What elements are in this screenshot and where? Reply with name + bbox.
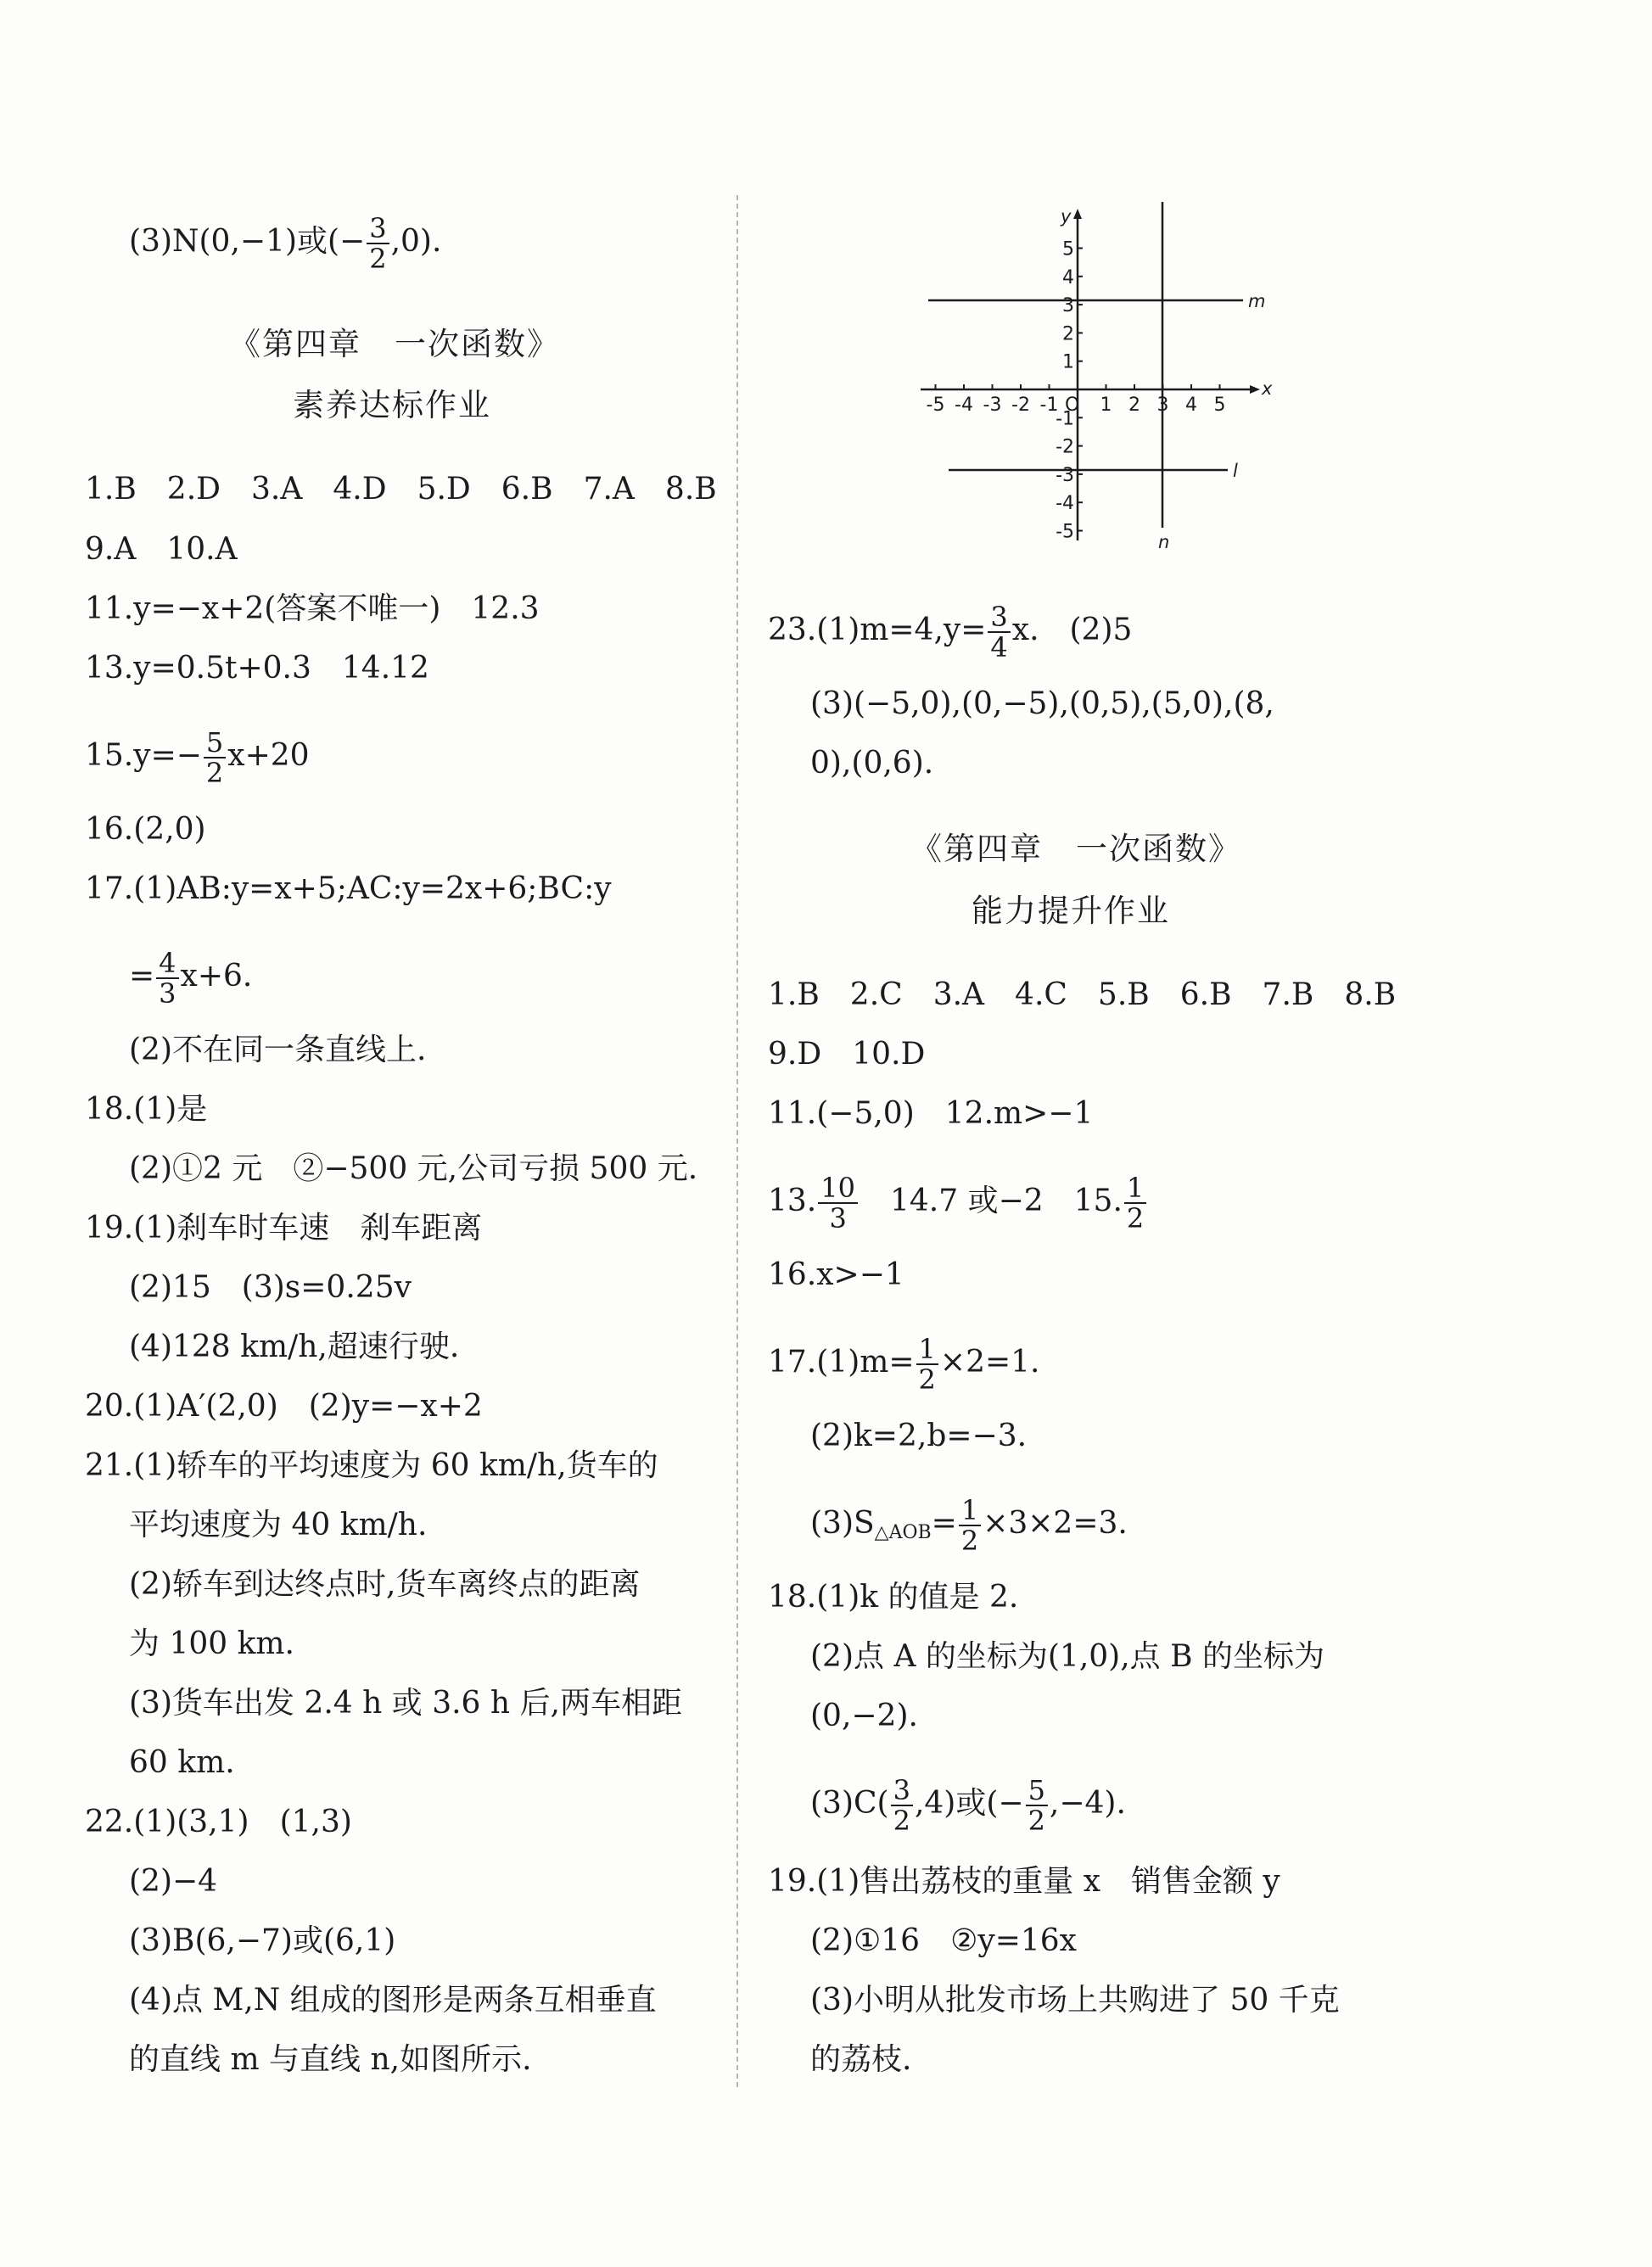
y-tick-label: 4 xyxy=(1062,266,1074,288)
coordinate-graph xyxy=(921,197,1285,562)
denominator: 2 xyxy=(916,1363,938,1394)
numerator: 1 xyxy=(960,1494,979,1526)
answer-line: 16.(2,0) xyxy=(85,812,206,847)
x-tick-label: -5 xyxy=(926,395,945,416)
answer-line xyxy=(129,949,252,1008)
answer-line: (2)点 A 的坐标为(1,0),点 B 的坐标为 xyxy=(810,1639,1325,1674)
answer-line xyxy=(768,1173,1148,1233)
y-tick-label: 3 xyxy=(1062,295,1074,317)
answer-line: 1.B 2.D 3.A 4.D 5.D 6.B 7.A 8.B xyxy=(85,472,717,507)
answer-line: 17.(1)AB:y=x+5;AC:y=2x+6;BC:y xyxy=(85,871,612,906)
x-tick-label: -2 xyxy=(1011,395,1030,416)
answer-line: 平均速度为 40 km/h. xyxy=(129,1508,428,1542)
denominator: 2 xyxy=(367,243,389,273)
numerator: 5 xyxy=(1028,1774,1045,1806)
x-tick-label: 4 xyxy=(1185,395,1197,416)
text: ×3×2=3. xyxy=(983,1506,1128,1541)
answer-line xyxy=(768,1335,1040,1394)
y-tick-label: -4 xyxy=(1056,493,1074,515)
denominator: 3 xyxy=(818,1202,858,1233)
numerator: 5 xyxy=(205,726,224,758)
numerator: 1 xyxy=(918,1333,936,1365)
answer-line: (3)(−5,0),(0,−5),(0,5),(5,0),(8, xyxy=(810,686,1274,721)
answer-line: (2)15 (3)s=0.25v xyxy=(129,1270,412,1305)
answer-line: 21.(1)轿车的平均速度为 60 km/h,货车的 xyxy=(85,1448,658,1483)
x-tick-label: 3 xyxy=(1156,395,1169,416)
text: (3)S xyxy=(810,1506,875,1541)
subscript: △AOB xyxy=(874,1522,932,1543)
section-title: 能力提升作业 xyxy=(972,893,1170,929)
x-tick-label: -3 xyxy=(983,395,1002,416)
denominator: 2 xyxy=(959,1525,981,1555)
text: 23.(1)m=4,y= xyxy=(768,613,987,647)
denominator: 3 xyxy=(156,977,178,1008)
text: (3)N(0,−1)或(− xyxy=(129,224,366,259)
answer-line: (2)轿车到达终点时,货车离终点的距离 xyxy=(129,1567,641,1602)
chapter-title: 《第四章 一次函数》 xyxy=(910,831,1241,867)
answer-line: 0),(0,6). xyxy=(810,746,934,781)
text: x. (2)5 xyxy=(1011,613,1133,647)
text: = xyxy=(129,959,155,994)
y-tick-label: -5 xyxy=(1056,521,1074,543)
answer-line: 22.(1)(3,1) (1,3) xyxy=(85,1805,352,1839)
answer-line: (3)货车出发 2.4 h 或 3.6 h 后,两车相距 xyxy=(129,1686,682,1721)
answer-line: 16.x>−1 xyxy=(768,1257,904,1292)
text: 17.(1)m= xyxy=(768,1345,915,1380)
y-tick-label: -3 xyxy=(1056,464,1074,486)
text: = xyxy=(931,1506,957,1541)
numerator: 1 xyxy=(1126,1172,1145,1204)
text: 13. xyxy=(768,1184,817,1218)
text: ,−4). xyxy=(1049,1786,1126,1821)
answer-line: 11.(−5,0) 12.m>−1 xyxy=(768,1096,1094,1131)
line-l-label: l xyxy=(1233,461,1238,481)
y-tick-label: -2 xyxy=(1056,436,1074,458)
fraction xyxy=(1026,1776,1048,1835)
x-tick-label: 2 xyxy=(1128,395,1140,416)
answer-line: (2)−4 xyxy=(129,1864,218,1899)
fraction xyxy=(367,214,389,273)
answer-line: 18.(1)是 xyxy=(85,1092,208,1127)
answer-line: (3)小明从批发市场上共购进了 50 千克 xyxy=(810,1983,1340,2018)
denominator: 2 xyxy=(891,1805,913,1835)
answer-line xyxy=(810,1776,1126,1835)
numerator: 10 xyxy=(820,1172,855,1204)
y-tick-label: 2 xyxy=(1062,323,1074,345)
numerator: 4 xyxy=(159,947,176,979)
numerator: 3 xyxy=(990,601,1008,633)
answer-line: 19.(1)售出荔枝的重量 x 销售金额 y xyxy=(768,1864,1280,1899)
x-tick-label: 1 xyxy=(1100,395,1112,416)
fraction xyxy=(156,949,178,1008)
y-tick-label: 1 xyxy=(1062,351,1074,373)
x-tick-label: -4 xyxy=(955,395,973,416)
answer-line: 19.(1)刹车时车速 刹车距离 xyxy=(85,1211,483,1245)
denominator: 2 xyxy=(1026,1805,1048,1835)
fraction xyxy=(818,1173,858,1233)
text: x+20 xyxy=(227,738,310,773)
numerator: 3 xyxy=(893,1774,910,1806)
text: 14.7 或−2 15. xyxy=(859,1184,1123,1218)
y-tick-labels xyxy=(1056,239,1074,543)
fraction xyxy=(916,1335,938,1394)
line-n-label: n xyxy=(1158,532,1170,552)
section-title: 素养达标作业 xyxy=(293,387,491,423)
answer-line: 13.y=0.5t+0.3 14.12 xyxy=(85,651,429,686)
answer-line: 为 100 km. xyxy=(129,1626,294,1661)
chapter-title: 《第四章 一次函数》 xyxy=(229,326,560,362)
answer-line: 1.B 2.C 3.A 4.C 5.B 6.B 7.B 8.B xyxy=(768,977,1397,1012)
answer-line: 11.y=−x+2(答案不唯一) 12.3 xyxy=(85,591,540,626)
answer-line: 9.D 10.D xyxy=(768,1037,926,1072)
answer-line: 的荔枝. xyxy=(810,2042,912,2077)
answer-line: 的直线 m 与直线 n,如图所示. xyxy=(129,2042,532,2077)
answer-line: 9.A 10.A xyxy=(85,532,238,567)
x-axis-label: x xyxy=(1262,378,1273,399)
y-tick-label: -1 xyxy=(1056,408,1074,430)
line-m-label: m xyxy=(1248,291,1266,311)
fraction xyxy=(891,1776,913,1835)
text: ,4)或(− xyxy=(914,1786,1024,1821)
y-axis-label: y xyxy=(1061,206,1072,227)
x-tick-label: -1 xyxy=(1039,395,1059,416)
answer-line xyxy=(810,1496,1128,1555)
answer-line: (2)不在同一条直线上. xyxy=(129,1033,427,1067)
text: (3)C( xyxy=(810,1786,889,1821)
answer-line: (2)①16 ②y=16x xyxy=(810,1923,1077,1958)
fraction xyxy=(959,1496,981,1555)
answer-line xyxy=(129,214,441,273)
origin-label: O xyxy=(1065,395,1080,416)
denominator: 4 xyxy=(988,631,1010,662)
numerator: 3 xyxy=(369,212,387,244)
answer-line: 20.(1)A′(2,0) (2)y=−x+2 xyxy=(85,1389,483,1424)
answer-line: (0,−2). xyxy=(810,1699,918,1733)
text: ,0). xyxy=(390,224,442,259)
fraction xyxy=(1124,1173,1146,1233)
x-axis-arrow xyxy=(1250,385,1260,394)
x-tick-label: 5 xyxy=(1213,395,1226,416)
text: ×2=1. xyxy=(939,1345,1040,1380)
answer-line: (2)①2 元 ②−500 元,公司亏损 500 元. xyxy=(129,1151,698,1186)
text: x+6. xyxy=(180,959,253,994)
answer-line: (3)B(6,−7)或(6,1) xyxy=(129,1923,396,1958)
fraction xyxy=(204,728,226,787)
answer-line xyxy=(768,602,1132,662)
y-axis-arrow xyxy=(1073,209,1082,219)
denominator: 2 xyxy=(1124,1202,1146,1233)
answer-line: 18.(1)k 的值是 2. xyxy=(768,1580,1019,1615)
answer-line: (4)128 km/h,超速行驶. xyxy=(129,1329,460,1364)
fraction xyxy=(988,602,1010,662)
denominator: 2 xyxy=(204,757,226,787)
answer-line: (2)k=2,b=−3. xyxy=(810,1419,1028,1453)
column-divider xyxy=(736,195,738,2087)
y-tick-label: 5 xyxy=(1062,238,1074,260)
answer-line: (4)点 M,N 组成的图形是两条互相垂直 xyxy=(129,1983,657,2018)
answer-line: 60 km. xyxy=(129,1745,235,1780)
text: 15.y=− xyxy=(85,738,202,773)
answer-line xyxy=(85,728,310,787)
